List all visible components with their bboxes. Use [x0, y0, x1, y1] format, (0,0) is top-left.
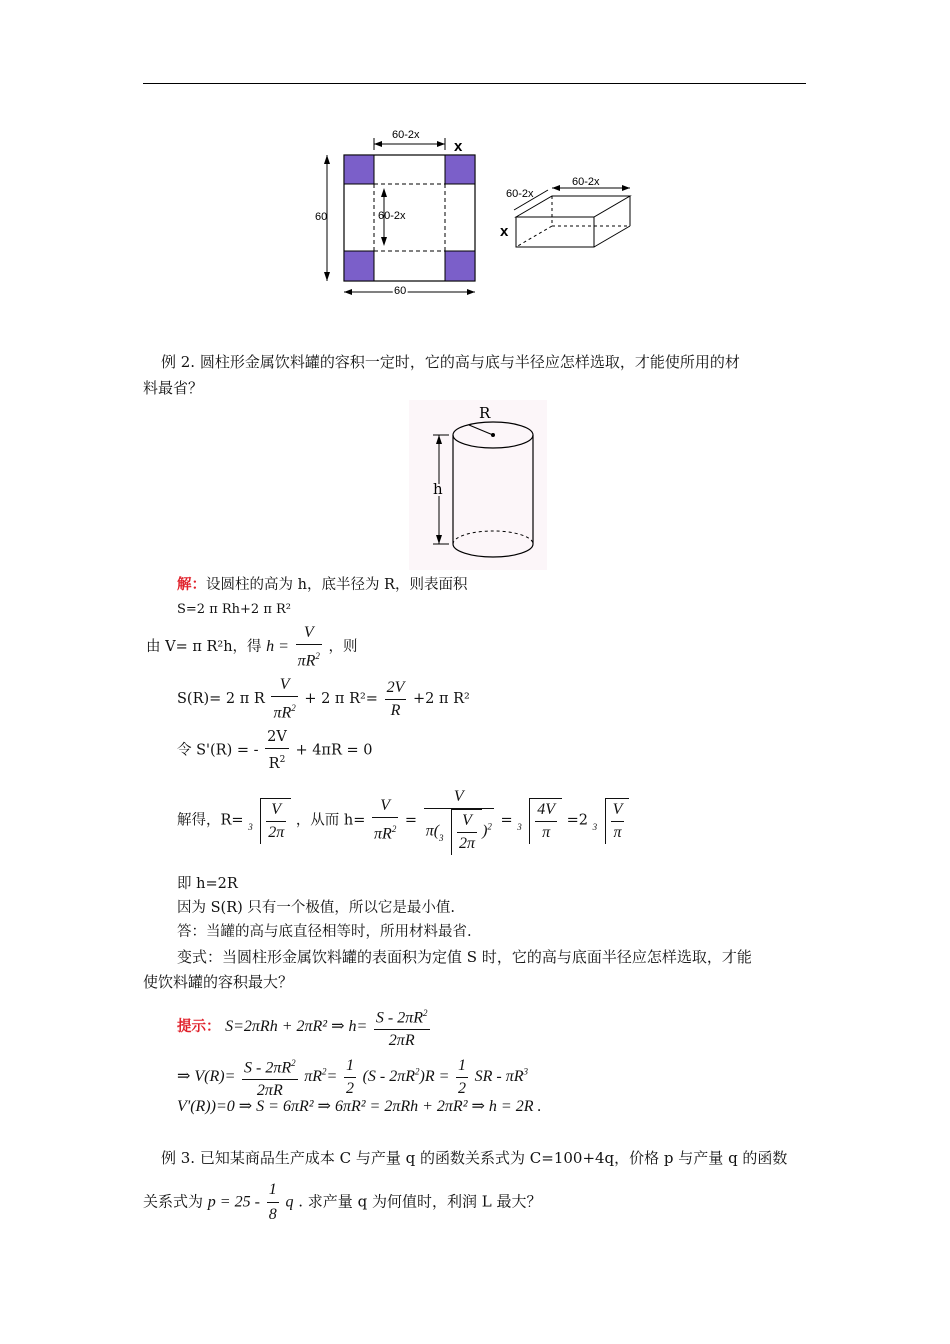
box-height-label: x	[500, 223, 509, 240]
example3-line1: 例 3. 已知某商品生产成本 C 与产量 q 的函数关系式为 C=100+4q，价格 p 与产量 q 的函数	[161, 1149, 788, 1167]
plus-text: + 2 π R²=	[304, 691, 378, 708]
hint-label: 提示：	[177, 1018, 221, 1036]
radius-label: R	[479, 404, 491, 422]
plus2-text: +2 π R²	[412, 691, 470, 708]
solution-label: 解：	[177, 576, 206, 593]
middle-dim-label: 60-2x	[378, 210, 406, 222]
because-text: 因为 S(R) 只有一个极值，所以它是最小值.	[177, 900, 455, 916]
surface-formula: S=2 π Rh+2 π R²	[177, 602, 292, 617]
top-dim-label: 60-2x	[392, 129, 420, 141]
hint-line1: S=2πRh + 2πR² ⇒ h=	[225, 1018, 368, 1036]
hint-line2: ⇒ V(R)=	[177, 1068, 236, 1086]
box-net-figure	[300, 120, 660, 310]
header-rule	[143, 83, 806, 84]
variant-line1: 变式：当圆柱形金属饮料罐的表面积为定值 S 时，它的高与底面半径应怎样选取，才能	[177, 948, 752, 966]
x-label: x	[454, 138, 463, 155]
h-fraction: $\frac{V}{\pi R^2}$	[296, 622, 322, 672]
box-front-label: 60-2x	[506, 188, 534, 200]
from-v-text: 由 V= π R²h，得	[146, 639, 262, 656]
cylinder-figure	[409, 400, 547, 570]
answer-text: 答：当罐的高与底直径相等时，所用材料最省.	[177, 924, 472, 940]
variant-line2: 使饮料罐的容积最大？	[143, 973, 294, 991]
thus-text: ，从而 h=	[295, 812, 366, 829]
height-label: h	[433, 480, 443, 498]
example2-line1: 例 2. 圆柱形金属饮料罐的容积一定时，它的高与底与半径应怎样选取，才能使所用的材	[161, 353, 740, 371]
example2-line2: 料最省？	[143, 379, 204, 397]
derivative-tail: + 4πR = 0	[295, 742, 373, 759]
solution-intro: 设圆柱的高为 h，底半径为 R，则表面积	[206, 577, 468, 593]
bottom-dim-label: 60	[394, 285, 407, 297]
left-dim-label: 60	[315, 211, 328, 223]
example3-line2-pre: 关系式为	[143, 1192, 204, 1211]
derivative-text: 令 S'(R) = -	[177, 742, 259, 759]
then-text: ，则	[328, 639, 358, 656]
box-top-label: 60-2x	[572, 176, 600, 188]
result-h: 即 h=2R	[177, 876, 238, 892]
example3-line2-post: . 求产量 q 为何值时，利润 L 最大？	[298, 1192, 542, 1211]
solve-text: 解得，R=	[177, 812, 244, 829]
s-r-text: S(R)= 2 π R	[177, 691, 265, 708]
hint-line3: V'(R))=0 ⇒ S = 6πR² ⇒ 6πR² = 2πRh + 2πR² ⇒ h = 2R .	[177, 1098, 542, 1115]
